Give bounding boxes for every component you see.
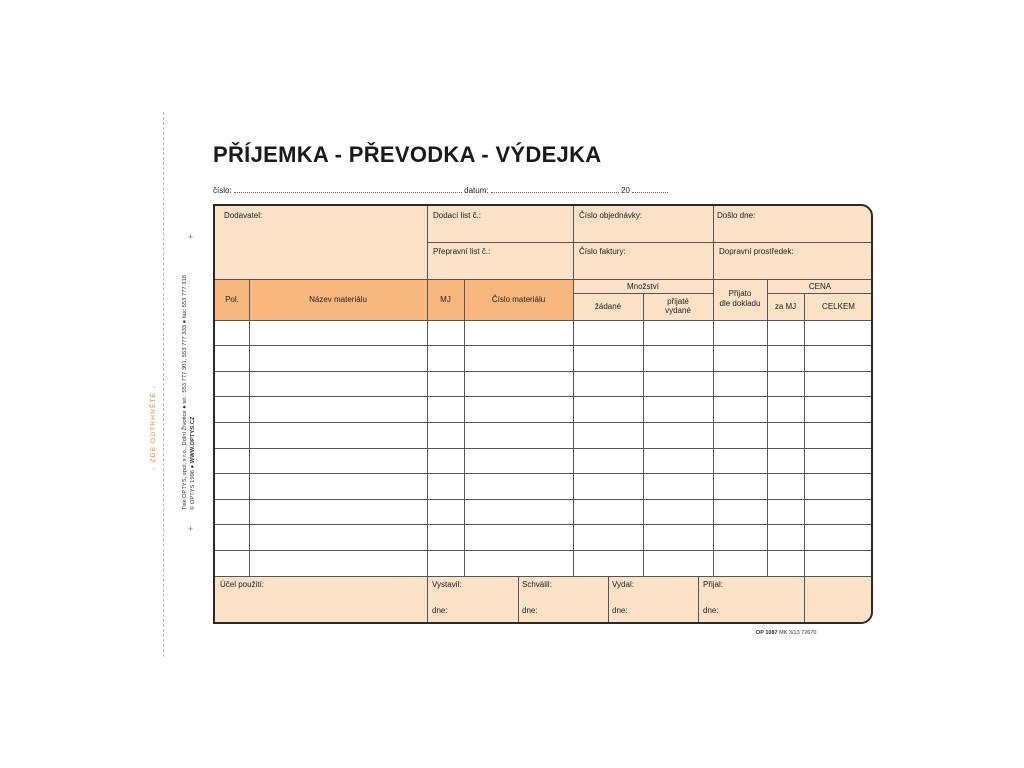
column-header-unit-price: za MJ [774,302,797,311]
divider [698,576,699,624]
column-line [643,293,644,576]
divider [215,576,873,577]
printer-copyright: © OPTYS 1996 ● [190,463,196,510]
row-line [215,473,873,474]
column-header-quantity: Množství [626,282,659,291]
column-header-received-per-doc [713,289,767,309]
issued-label: vydané [665,306,691,315]
column-line [249,279,250,576]
supplier-label: Dodavatel: [224,211,263,220]
form-code-details: MK 3/13 72670 [779,630,817,636]
column-line [713,279,714,576]
date-label: dne: [432,606,448,615]
cut-here-label: ↓ ZDE ODTRHNĚTE ↓ [150,384,157,470]
column-header-unit: MJ [440,295,451,304]
column-header-received-issued [643,297,713,315]
column-line [427,279,428,576]
row-line [215,524,873,525]
column-header-material-number: Číslo materiálu [491,295,546,304]
issued-by-label: Vystavil: [432,580,462,589]
column-line [804,293,805,576]
year-field[interactable] [632,186,668,193]
received-label: přijaté [667,297,689,306]
row-line [215,550,873,551]
received-by-label: Přijal: [703,580,724,589]
received-per-doc-line1: Přijato [728,289,752,298]
divider [767,293,873,294]
printer-imprint [181,275,197,510]
row-line [215,371,873,372]
delivery-note-label: Dodací list č.: [433,211,482,220]
column-header-name: Název materiálu [309,295,367,304]
divider [427,576,428,624]
divider [713,206,714,279]
column-header-total: CELKEM [822,302,855,311]
transport-label: Dopravní prostředek: [719,247,794,256]
received-per-doc-line2: dle dokladu [719,299,761,308]
form-table [213,204,873,624]
row-line [215,499,873,500]
date-field[interactable] [491,186,619,193]
row-line [215,396,873,397]
row-line [215,345,873,346]
meta-line [213,186,668,195]
printer-line-2 [189,275,197,510]
approved-by-label: Schválil: [522,580,552,589]
divider [215,279,873,280]
handed-by-label: Vydal: [612,580,634,589]
divider [608,576,609,624]
column-header-pos: Pol. [225,295,239,304]
row-line [215,448,873,449]
form-code-number: OP 1087 [756,630,778,636]
divider [427,206,428,279]
tear-off-line [163,112,164,657]
column-header-requested: žádané [594,302,622,311]
form-code [756,630,816,636]
year-prefix: 20 [621,186,630,195]
column-line [464,279,465,576]
divider [215,320,873,321]
transfer-note-label: Přepravní list č.: [433,247,491,256]
date-label: datum: [464,186,489,195]
date-label: dne: [612,606,628,615]
registration-mark-icon: + [188,232,194,242]
column-header-price: CENA [808,282,832,291]
row-line [215,422,873,423]
number-label: číslo: [213,186,232,195]
registration-mark-icon: + [188,524,194,534]
divider [518,576,519,624]
page-title: PŘÍJEMKA - PŘEVODKA - VÝDEJKA [213,142,602,167]
divider [573,206,574,279]
printer-website: WWW.OPTYS.CZ [190,416,196,464]
column-line [767,279,768,576]
order-number-label: Číslo objednávky: [579,211,643,220]
printer-line-1: Tisk OPTYS, spol. s r.o., Dolní Životice ● tel.: 553 777 301, 553 777 333 ● fax: 553 777 318 [182,275,188,510]
divider [427,242,873,243]
received-date-label: Došlo dne: [717,211,756,220]
number-field[interactable] [234,186,462,193]
divider [804,576,805,624]
column-line [573,279,574,576]
invoice-number-label: Číslo faktury: [579,247,626,256]
purpose-label: Účel použití: [220,580,265,589]
date-label: dne: [703,606,719,615]
date-label: dne: [522,606,538,615]
